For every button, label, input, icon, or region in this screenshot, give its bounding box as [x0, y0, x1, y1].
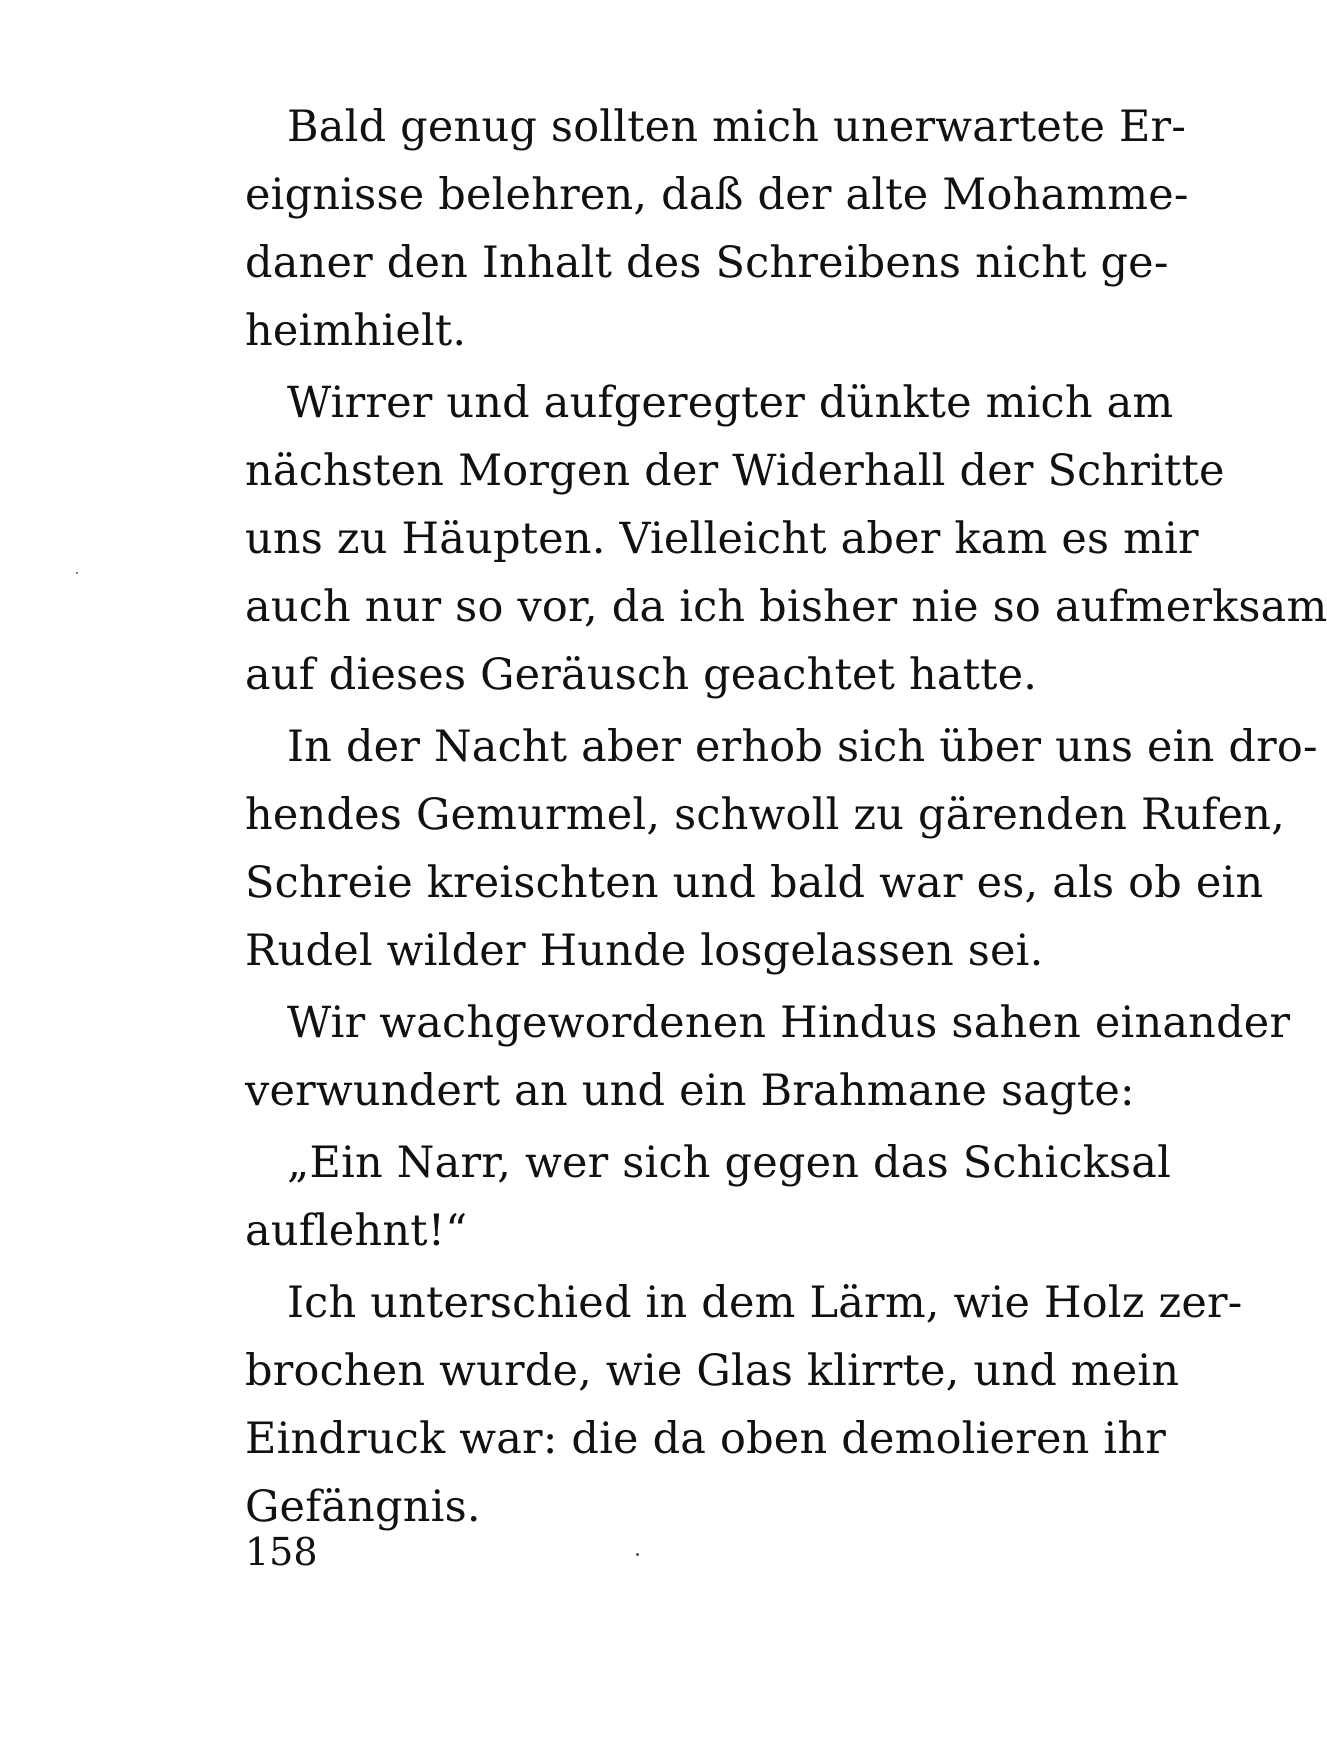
text-line: uns zu Häupten. Vielleicht aber kam es mir	[245, 514, 1199, 564]
text-line: brochen wurde, wie Glas klirrte, und mein	[245, 1346, 1180, 1396]
scan-speck	[76, 572, 78, 574]
text-line: heimhielt.	[245, 306, 467, 356]
scan-speck	[636, 1553, 639, 1556]
text-line: auflehnt!“	[245, 1206, 468, 1256]
text-line: Schreie kreischten und bald war es, als ob ein	[245, 858, 1264, 908]
text-line: In der Nacht aber erhob sich über uns ein dro-	[287, 722, 1318, 772]
text-line: Ich unterschied in dem Lärm, wie Holz zer-	[287, 1278, 1243, 1328]
text-line: eignisse belehren, daß der alte Mohamme-	[245, 170, 1189, 220]
text-line: Wir wachgewordenen Hindus sahen einander	[287, 998, 1291, 1048]
text-line: Wirrer und aufgeregter dünkte mich am	[287, 378, 1174, 428]
text-line: verwundert an und ein Brahmane sagte:	[245, 1066, 1135, 1116]
text-line: Gefängnis.	[245, 1482, 481, 1532]
text-line: daner den Inhalt des Schreibens nicht ge-	[245, 238, 1169, 288]
text-line: Eindruck war: die da oben demolieren ihr	[245, 1414, 1166, 1464]
text-line: hendes Gemurmel, schwoll zu gärenden Rufen,	[245, 790, 1285, 840]
text-line: auf dieses Geräusch geachtet hatte.	[245, 650, 1038, 700]
text-line: Bald genug sollten mich unerwartete Er-	[287, 102, 1187, 152]
text-line: Rudel wilder Hunde losgelassen sei.	[245, 926, 1044, 976]
page-number: 158	[245, 1530, 318, 1574]
text-line: auch nur so vor, da ich bisher nie so aufmerksam	[245, 582, 1327, 632]
text-line: „Ein Narr, wer sich gegen das Schicksal	[287, 1138, 1172, 1188]
text-line: nächsten Morgen der Widerhall der Schritte	[245, 446, 1225, 496]
